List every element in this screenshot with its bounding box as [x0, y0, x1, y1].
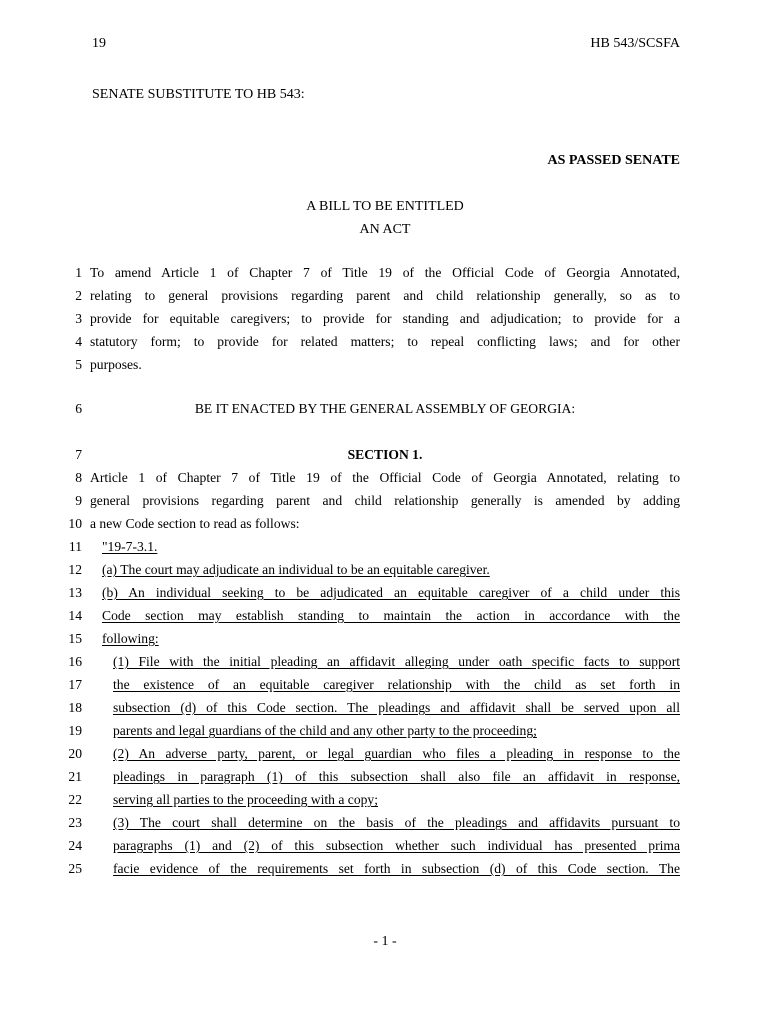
bill-line — [0, 308, 770, 330]
bill-line — [0, 743, 770, 765]
header-bill-id: HB 543/SCSFA — [590, 36, 680, 51]
line-text: facie evidence of the requirements set forth in subsection (d) of this Code section. The — [113, 861, 680, 876]
line-number: 22 — [68, 792, 82, 807]
line-number: 20 — [68, 746, 82, 761]
line-number: 2 — [75, 288, 82, 303]
line-text: (b) An individual seeking to be adjudicated an equitable caregiver of a child under this — [102, 585, 680, 600]
bill-line — [0, 628, 770, 650]
line-text: Code section may establish standing to maintain the action in accordance with the — [102, 608, 680, 623]
bill-line — [0, 812, 770, 834]
line-text: Article 1 of Chapter 7 of Title 19 of the Official Code of Georgia Annotated, relating to — [90, 470, 680, 485]
line-number: 8 — [75, 470, 82, 485]
section-heading: SECTION 1. — [347, 447, 423, 462]
line-number: 25 — [68, 861, 82, 876]
line-text: To amend Article 1 of Chapter 7 of Title 19 of the Official Code of Georgia Annotated, — [90, 265, 680, 280]
bill-line — [0, 605, 770, 627]
line-number: 19 — [68, 723, 82, 738]
bill-line — [0, 766, 770, 788]
line-number: 12 — [68, 562, 82, 577]
bill-line — [0, 674, 770, 696]
bill-line — [0, 789, 770, 811]
line-number: 14 — [68, 608, 82, 623]
bill-line — [0, 354, 770, 376]
bill-line — [0, 490, 770, 512]
line-text: pleadings in paragraph (1) of this subsection shall also file an affidavit in response, — [113, 769, 680, 784]
bill-line — [0, 835, 770, 857]
enacting-clause: BE IT ENACTED BY THE GENERAL ASSEMBLY OF GEORGIA: — [194, 401, 576, 416]
line-text: general provisions regarding parent and child relationship generally is amended by adding — [90, 493, 680, 508]
bill-line — [0, 697, 770, 719]
line-text: paragraphs (1) and (2) of this subsection whether such individual has presented prima — [113, 838, 680, 853]
line-text: relating to general provisions regarding parent and child relationship generally, so as to — [90, 288, 680, 303]
bill-line — [0, 513, 770, 535]
line-text: a new Code section to read as follows: — [90, 516, 300, 531]
bill-line — [0, 467, 770, 489]
line-number: 21 — [68, 769, 82, 784]
line-number: 17 — [68, 677, 82, 692]
bill-heading-line2: AN ACT — [359, 222, 411, 237]
code-section-number: "19-7-3.1. — [102, 539, 158, 554]
line-number: 23 — [68, 815, 82, 830]
line-text: (2) An adverse party, parent, or legal guardian who files a pleading in response to the — [113, 746, 680, 761]
line-text: parents and legal guardians of the child and any other party to the proceeding; — [113, 723, 537, 738]
bill-line — [0, 285, 770, 307]
line-text: subsection (d) of this Code section. The pleadings and affidavit shall be served upon all — [113, 700, 680, 715]
line-text: purposes. — [90, 357, 142, 372]
line-text: (3) The court shall determine on the basis of the pleadings and affidavits pursuant to — [113, 815, 680, 830]
bill-line — [0, 262, 770, 284]
line-text: (1) File with the initial pleading an affidavit alleging under oath specific facts to support — [113, 654, 680, 669]
line-number: 15 — [68, 631, 82, 646]
line-number: 4 — [75, 334, 82, 349]
enacting-clause-line — [0, 398, 770, 420]
line-number: 10 — [68, 516, 82, 531]
bill-line — [0, 331, 770, 353]
page-number: - 1 - — [373, 934, 397, 949]
line-number: 7 — [75, 447, 82, 462]
line-text: the existence of an equitable caregiver relationship with the child as set forth in — [113, 677, 680, 692]
bill-line — [0, 559, 770, 581]
bill-heading-line1: A BILL TO BE ENTITLED — [306, 199, 464, 214]
line-number: 18 — [68, 700, 82, 715]
line-number: 3 — [75, 311, 82, 326]
passed-label: AS PASSED SENATE — [547, 153, 680, 168]
line-text: (a) The court may adjudicate an individual to be an equitable caregiver. — [102, 562, 490, 577]
line-number: 11 — [68, 539, 82, 554]
line-text: serving all parties to the proceeding with a copy; — [113, 792, 378, 807]
section-heading-line — [0, 444, 770, 466]
line-number: 5 — [75, 357, 82, 372]
bill-line — [0, 651, 770, 673]
substitute-title: SENATE SUBSTITUTE TO HB 543: — [92, 87, 305, 102]
bill-line — [0, 582, 770, 604]
line-number: 9 — [75, 493, 82, 508]
line-number: 13 — [68, 585, 82, 600]
line-number: 16 — [68, 654, 82, 669]
line-number: 1 — [75, 265, 82, 280]
bill-line — [0, 858, 770, 880]
bill-line — [0, 536, 770, 558]
line-text: following: — [102, 631, 159, 646]
bill-line — [0, 720, 770, 742]
line-text: provide for equitable caregivers; to provide for standing and adjudication; to provide for a — [90, 311, 680, 326]
line-number: 24 — [68, 838, 82, 853]
line-number: 6 — [75, 401, 82, 416]
line-text: statutory form; to provide for related matters; to repeal conflicting laws; and for other — [90, 334, 680, 349]
header-page-code: 19 — [92, 36, 106, 51]
